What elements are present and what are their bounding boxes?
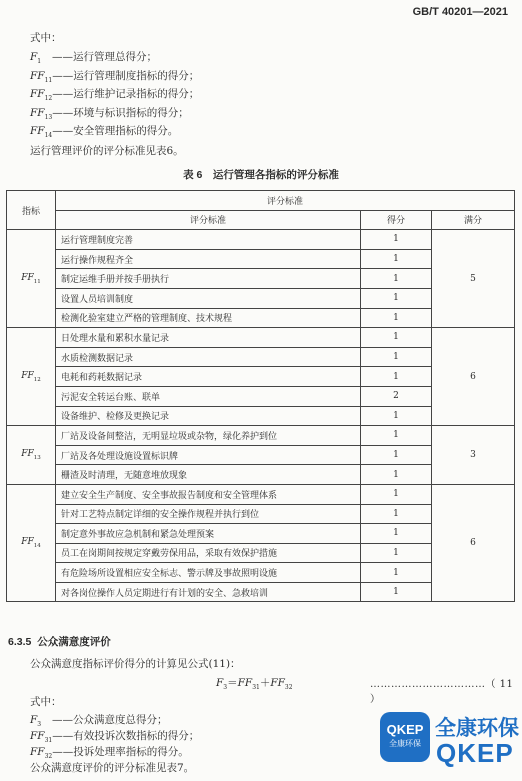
formula-11 [216,675,293,691]
definition-dash: —— [52,69,74,82]
definition-line [30,712,168,728]
header-criteria: 评分标准 [56,210,361,230]
definition-symbol: $FF_{12}$ [30,88,53,103]
score-cell: 1 [361,249,432,269]
table-reference: 运行管理评价的评分标准见表6。 [30,145,184,157]
definition-dash: —— [52,88,74,100]
scoring-table [6,190,515,602]
criteria-cell: 运行操作规程齐全 [56,249,361,269]
definition-line [30,86,199,102]
definition-dash: —— [52,714,73,726]
formula-number: ……………………………（ 11 ） [370,679,514,705]
formula-plus: ＋ [259,677,271,689]
table-caption: 表 6 运行管理各指标的评分标准 [183,169,339,181]
formula-term1: $FF_{31}$ [237,677,260,692]
definition-line [30,123,178,139]
definition-line [30,68,199,84]
score-cell: 1 [361,465,432,485]
score-cell: 1 [361,524,432,544]
definition-symbol: $F_3$ [30,714,42,729]
standard-code: GB/T 40201—2021 [412,6,508,18]
score-cell: 1 [361,269,432,289]
score-cell: 1 [361,484,432,504]
score-cell: 1 [361,230,432,250]
criteria-cell: 设置人员培训制度 [56,288,361,308]
definition-dash: —— [52,125,74,137]
definition-line [30,49,157,65]
score-cell: 1 [361,406,432,426]
definition-dash: —— [52,51,73,63]
section-intro: 公众满意度指标评价得分的计算见公式(11)： [30,658,241,670]
badge-top-text: QKEP [386,722,424,737]
where-label: 式中： [30,32,62,44]
header-full-score: 满分 [432,210,515,230]
qkep-badge [380,712,430,762]
definition-symbol: $FF_{32}$ [30,746,53,761]
table-row [7,328,515,348]
score-cell: 1 [361,582,432,602]
header-standard-group: 评分标准 [56,191,515,211]
criteria-cell: 制定意外事故应急机制和紧急处理预案 [56,524,361,544]
table-row [7,426,515,446]
definition-text: 安全管理指标的得分。 [73,125,179,137]
formula-lhs: $F_3$ [216,677,228,692]
full-score-cell: 6 [432,328,515,426]
criteria-cell: 制定运维手册并按手册执行 [56,269,361,289]
definition-text: 有效投诉次数指标的得分； [73,730,200,742]
section-title: 公众满意度评价 [37,636,111,648]
definition-symbol: $FF_{14}$ [30,125,53,140]
full-score-cell: 6 [432,484,515,602]
score-cell: 1 [361,328,432,348]
score-cell: 1 [361,367,432,387]
score-cell: 1 [361,543,432,563]
indicator-cell: $FF_{13}$ [7,426,56,485]
criteria-cell: 针对工艺特点制定详细的安全操作规程并执行到位 [56,504,361,524]
section-table-reference: 公众满意度评价的评分标准见表7。 [30,762,195,774]
criteria-cell: 建立安全生产制度、安全事故报告制度和安全管理体系 [56,484,361,504]
definition-text: 运行管理制度指标的得分； [73,69,200,82]
criteria-cell: 对各岗位操作人员定期进行有计划的安全、急救培训 [56,582,361,602]
criteria-cell: 检测化验室建立严格的管理制度、技术规程 [56,308,361,328]
criteria-cell: 日处理水量和累积水量记录 [56,328,361,348]
criteria-cell: 运行管理制度完善 [56,230,361,250]
badge-bottom-text: 全康环保 [389,739,421,748]
definition-symbol: $FF_{13}$ [30,106,53,121]
section-number: 6.3.5 [8,636,32,648]
definition-line [30,105,189,121]
logo-text-cn: 全康环保 [435,717,519,740]
criteria-cell: 厂站及各处理设施设置标识牌 [56,445,361,465]
score-cell: 1 [361,504,432,524]
table-row [7,230,515,250]
score-cell: 1 [361,426,432,446]
logo-text-en: QKEP [436,738,514,768]
definition-text: 运行管理总得分； [73,51,157,63]
criteria-cell: 员工在岗期间按规定穿戴劳保用品，采取有效保护措施 [56,543,361,563]
header-score: 得分 [361,210,432,230]
criteria-cell: 电耗和药耗数据记录 [56,367,361,387]
criteria-cell: 有危险场所设置相应安全标志、警示牌及事故照明设施 [56,563,361,583]
score-cell: 1 [361,347,432,367]
definition-text: 公众满意度总得分； [73,714,168,726]
criteria-cell: 水质检测数据记录 [56,347,361,367]
table-body [7,230,515,602]
score-cell: 1 [361,445,432,465]
section-where-label: 式中： [30,696,62,708]
header-indicator: 指标 [7,191,56,230]
score-cell: 1 [361,563,432,583]
definition-text: 运行维护记录指标的得分； [73,88,200,100]
score-cell: 2 [361,386,432,406]
full-score-cell: 3 [432,426,515,485]
definition-line [30,728,199,744]
definition-text: 环境与标识指标的得分； [73,106,189,119]
formula-eq: ＝ [227,677,238,689]
formula-term2: $FF_{32}$ [270,677,293,692]
score-cell: 1 [361,308,432,328]
indicator-cell: $FF_{14}$ [7,484,56,602]
definition-symbol: $FF_{31}$ [30,730,53,745]
definition-dash: —— [52,730,74,742]
table-row [7,484,515,504]
section-heading [8,634,111,649]
criteria-cell: 设备维护、检修及更换记录 [56,406,361,426]
indicator-cell: $FF_{12}$ [7,328,56,426]
definition-dash: —— [52,746,74,758]
qkep-watermark-logo [380,712,520,778]
full-score-cell: 5 [432,230,515,328]
criteria-cell: 栅渣及时清理，无随意堆放现象 [56,465,361,485]
definition-line [30,744,189,760]
indicator-cell: $FF_{11}$ [7,230,56,328]
score-cell: 1 [361,288,432,308]
definition-symbol: $F_1$ [30,51,42,66]
definition-symbol: $FF_{11}$ [30,69,53,84]
criteria-cell: 厂站及设备间整洁，无明显垃圾或杂物，绿化养护到位 [56,426,361,446]
definition-text: 投诉处理率指标的得分。 [73,746,189,758]
definition-dash: —— [52,106,74,119]
criteria-cell: 污泥安全转运台账、联单 [56,386,361,406]
